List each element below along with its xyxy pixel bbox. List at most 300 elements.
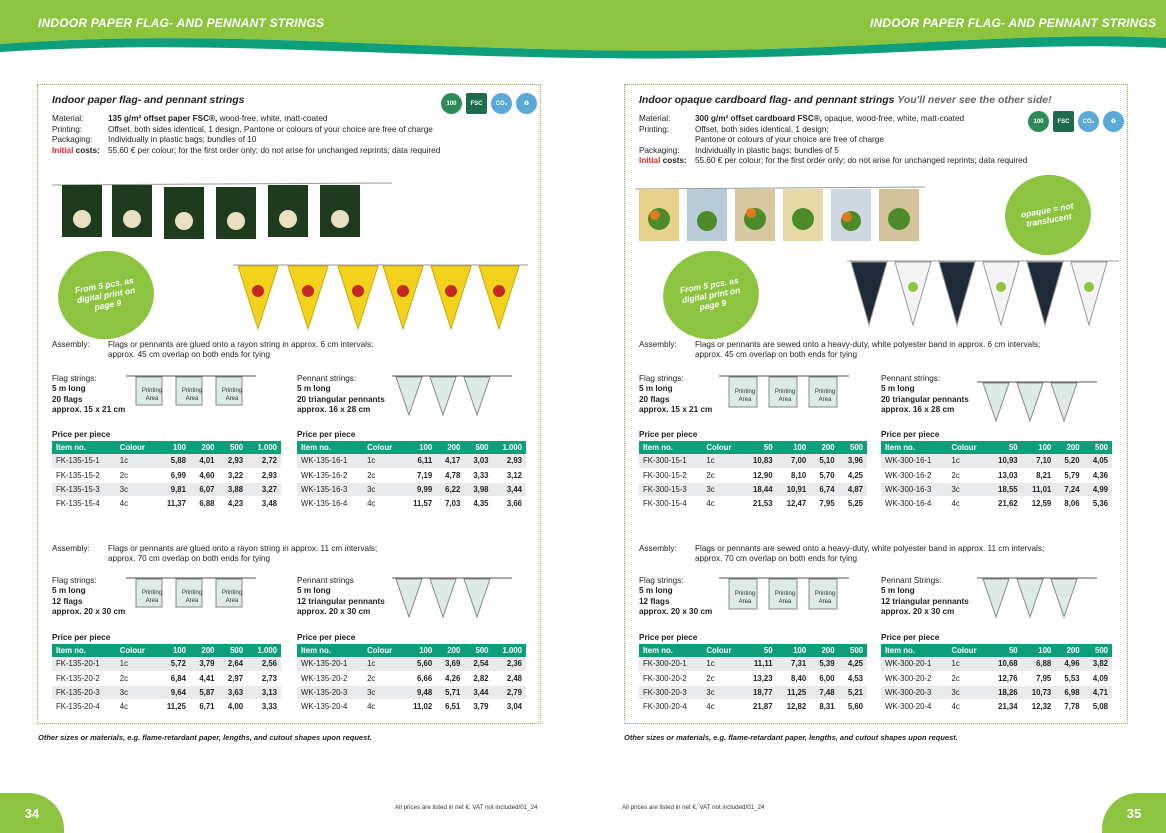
table-cell: 9,99 xyxy=(403,482,436,496)
column-header: 100 xyxy=(777,644,811,657)
page-number-right: 35 xyxy=(1102,793,1166,833)
table-cell: 3c xyxy=(947,482,988,496)
table-cell: 11,25 xyxy=(157,699,190,713)
table-row xyxy=(639,671,867,685)
co2-icon: CO₂ xyxy=(491,93,512,114)
right-price-table-4 xyxy=(881,644,1112,714)
page-number-left: 34 xyxy=(0,793,64,833)
right-pennant-strings-1: Pennant strings: 5 m long 20 triangular pennants approx. 16 x 28 cm xyxy=(881,374,969,415)
table-cell: 6,88 xyxy=(1022,657,1056,671)
table-cell: 2c xyxy=(702,468,743,482)
table-cell: 11,11 xyxy=(743,657,777,671)
table-cell: 3,03 xyxy=(464,454,492,468)
column-header: 1.000 xyxy=(247,441,281,454)
left-specs: Material: 135 g/m² offset paper FSC®, wood-free, white, matt-coated Printing: Offset, both sides identical, 1 design, Pantone or colours of your choice are free of charge Packaging: Individually in plastic bags; bundles of 10 Initial costs: 55.60 € per colour; for the first order only; do not arise for unchanged reprints; data required xyxy=(52,114,441,155)
table-cell: 12,32 xyxy=(1022,699,1056,713)
column-header: 50 xyxy=(743,644,777,657)
table-row xyxy=(881,496,1112,510)
left-price-table-3 xyxy=(52,644,281,714)
column-header: Item no. xyxy=(639,644,702,657)
column-header: Item no. xyxy=(881,441,947,454)
table-cell: 11,01 xyxy=(1022,482,1056,496)
footer-note-right: All prices are listed in net €; VAT not included/01_24 xyxy=(622,804,765,811)
table-cell: 1c xyxy=(116,454,157,468)
table-cell: 6,71 xyxy=(190,699,219,713)
column-header: Colour xyxy=(702,441,743,454)
table-cell: 5,60 xyxy=(839,699,867,713)
column-header: 500 xyxy=(839,644,867,657)
table-cell: 3,33 xyxy=(247,699,281,713)
table-cell: 3,88 xyxy=(219,482,248,496)
table-cell: 2c xyxy=(116,468,157,482)
column-header: 100 xyxy=(403,644,436,657)
table-cell: 7,31 xyxy=(777,657,811,671)
table-cell: 4,41 xyxy=(190,671,219,685)
table-cell: 7,95 xyxy=(810,496,838,510)
table-cell: 6,00 xyxy=(810,671,838,685)
table-cell: 8,31 xyxy=(810,699,838,713)
right-flag-strings-2: Flag strings: 5 m long 12 flags approx. 20 x 30 cm xyxy=(639,576,713,617)
table-cell: 18,77 xyxy=(743,685,777,699)
table-cell: FK-135-15-4 xyxy=(52,496,116,510)
table-cell: 3,27 xyxy=(247,482,281,496)
table-cell: 1c xyxy=(363,454,403,468)
table-cell: 7,00 xyxy=(777,454,811,468)
table-cell: 2,93 xyxy=(247,468,281,482)
column-header: 100 xyxy=(1022,441,1056,454)
column-header: 50 xyxy=(988,644,1022,657)
right-pennant-diagram-1 xyxy=(977,381,1097,425)
table-cell: 3,96 xyxy=(839,454,867,468)
table-row xyxy=(639,685,867,699)
table-cell: 2,48 xyxy=(493,671,526,685)
table-cell: WK-135-16-1 xyxy=(297,454,363,468)
table-cell: 4,05 xyxy=(1084,454,1112,468)
table-cell: 5,60 xyxy=(403,657,436,671)
table-cell: 7,78 xyxy=(1055,699,1083,713)
table-cell: 2,54 xyxy=(464,657,492,671)
table-cell: 8,21 xyxy=(1022,468,1056,482)
table-cell: FK-135-20-4 xyxy=(52,699,116,713)
header-wave xyxy=(0,0,1166,70)
table-cell: 10,91 xyxy=(777,482,811,496)
table-cell: 4c xyxy=(702,496,743,510)
right-digital-print-bubble: From 5 pcs. as digital print on page 9 xyxy=(656,243,766,346)
table-cell: 3,13 xyxy=(247,685,281,699)
table-cell: 3c xyxy=(702,482,743,496)
table-cell: 4c xyxy=(116,496,157,510)
left-assembly-1: Assembly: Flags or pennants are glued onto a rayon string in approx. 6 cm intervals; approx. 45 cm overlap on both ends for tying xyxy=(52,340,374,360)
table-cell: 3,66 xyxy=(493,496,526,510)
table-cell: 4c xyxy=(363,699,403,713)
right-specs: Material: 300 g/m² offset cardboard FSC®, opaque, wood-free, white, matt-coated Printing: Offset, both sides identical, 1 design; Pantone or colours of your choice are free of charge Packaging: Individually in plastic bags; bundles of 5 Initial costs: 55.60 € per colour; for the first order only; do not arise for unchanged reprints; data required xyxy=(639,114,1028,166)
table-cell: WK-135-16-4 xyxy=(297,496,363,510)
column-header: 200 xyxy=(1055,644,1083,657)
table-cell: FK-135-20-3 xyxy=(52,685,116,699)
table-cell: WK-135-16-3 xyxy=(297,482,363,496)
table-cell: 4,71 xyxy=(1084,685,1112,699)
column-header: 50 xyxy=(988,441,1022,454)
table-cell: 4,09 xyxy=(1084,671,1112,685)
table-row xyxy=(881,657,1112,671)
table-cell: 3,98 xyxy=(464,482,492,496)
left-panel: Indoor paper flag- and pennant strings 100 FSC CO₂ ♻ Material: 135 g/m² offset paper FSC®, wood-free, white, matt-coated Printing: Offset, both sides identical, 1 design, Pantone or colours of your choice are free of charge Packaging: Individually in plastic bags; bundles of 10 Initial costs: 55.60 € per colour; for the first order only; do not arise for unchanged reprints; data required From 5 pcs. as digital print on page 9 Assembly: Flags or pennants are glued onto a rayon string in approx. 6 cm intervals; approx. 45 cm overlap on both ends for tying Flag strings: 5 m long 20 flags approx. 15 x 21 cm Printing Area Printing Area Printing Area Pennant strings: 5 m long 20 triangular pennants approx. 16 x 28 cm Price per piece Item no. Colour 100 200 500 1.000 FK-135-15-1 1c 5,88 4,01 2,93 2,72 FK-135-15-2 2c 6,99 4,60 3,22 2,93 FK-135-15-3 3c 9,81 6,07 3,88 3,27 FK-135-15-4 4c 11,37 6,88 4,23 3,48 Price per piece Item no. Colour 100 200 500 1.000 WK-135-16-1 1c 6,11 4,17 3,03 2,93 WK-135-16-2 2c 7,19 4,78 3,33 3,12 WK-135-16-3 3c 9,99 6,22 3,98 3,44 WK-135-16-4 4c 11,57 7,03 4,35 3,66 Assembly: Flags or pennants are glued onto a rayon string in approx. 11 cm intervals; approx. 70 cm overlap on both ends for tying Flag strings: 5 m long 12 flags approx. 20 x 30 cm Printing Area Printing Area Printing Area Pennant strings 5 m long 12 triangular pennants approx. 20 x 30 cm Price per piece Item no. Colour 100 200 500 1.000 FK-135-20-1 1c 5,72 3,79 2,64 2,56 FK-135-20-2 2c 6,84 4,41 2,97 2,73 FK-135-20-3 3c 9,64 5,87 3,63 3,13 FK-135-20-4 4c 11,25 6,71 4,00 3,33 Price per piece Item no. Colour 100 200 500 1.000 WK-135-20-1 1c 5,60 3,69 2,54 2,36 WK-135-20-2 2c 6,66 4,26 2,82 2,48 WK-135-20-3 3c 9,48 5,71 3,44 2,79 WK-135-20-4 4c 11,02 6,51 3,79 3,04 xyxy=(37,84,541,724)
table-row xyxy=(881,482,1112,496)
left-pennant-diagram-1 xyxy=(392,375,512,419)
column-header: 200 xyxy=(190,644,219,657)
table-row xyxy=(639,699,867,713)
table-cell: 6,84 xyxy=(157,671,190,685)
table-cell: FK-300-20-1 xyxy=(639,657,702,671)
table-cell: 5,88 xyxy=(157,454,190,468)
column-header: 200 xyxy=(1055,441,1083,454)
table-cell: 6,99 xyxy=(157,468,190,482)
column-header: 200 xyxy=(436,441,464,454)
table-cell: 5,53 xyxy=(1055,671,1083,685)
table-row xyxy=(297,454,526,468)
right-price-label-4: Price per piece xyxy=(881,633,940,642)
table-cell: 18,55 xyxy=(988,482,1022,496)
table-cell: 11,37 xyxy=(157,496,190,510)
table-cell: 4,25 xyxy=(839,657,867,671)
table-cell: WK-300-20-1 xyxy=(881,657,947,671)
column-header: 200 xyxy=(436,644,464,657)
table-cell: 8,10 xyxy=(777,468,811,482)
table-row xyxy=(52,454,281,468)
table-cell: 3,79 xyxy=(464,699,492,713)
column-header: Item no. xyxy=(297,644,363,657)
table-cell: WK-300-20-4 xyxy=(881,699,947,713)
table-cell: 12,90 xyxy=(743,468,777,482)
table-cell: 3,12 xyxy=(493,468,526,482)
table-cell: 7,24 xyxy=(1055,482,1083,496)
table-cell: 18,44 xyxy=(743,482,777,496)
left-panel-title: Indoor paper flag- and pennant strings xyxy=(52,94,245,106)
table-row xyxy=(297,482,526,496)
table-row xyxy=(52,699,281,713)
table-cell: 4,25 xyxy=(839,468,867,482)
table-cell: 4,53 xyxy=(839,671,867,685)
left-flag-string-image xyxy=(52,177,392,247)
table-cell: 7,03 xyxy=(436,496,464,510)
column-header: Colour xyxy=(947,644,988,657)
table-cell: 3,82 xyxy=(1084,657,1112,671)
table-cell: 6,51 xyxy=(436,699,464,713)
right-flag-string-image xyxy=(635,183,925,245)
table-row xyxy=(52,482,281,496)
table-row xyxy=(639,496,867,510)
header-title-right: INDOOR PAPER FLAG- AND PENNANT STRINGS xyxy=(870,16,1157,30)
table-cell: 13,03 xyxy=(988,468,1022,482)
table-cell: WK-300-16-1 xyxy=(881,454,947,468)
table-cell: FK-300-15-1 xyxy=(639,454,702,468)
table-cell: 3,22 xyxy=(219,468,248,482)
right-price-table-3 xyxy=(639,644,867,714)
table-cell: 2,64 xyxy=(219,657,248,671)
right-panel: Indoor opaque cardboard flag- and pennant strings You'll never see the other side! 100 FSC CO₂ ♻ Material: 300 g/m² offset cardboard FSC®, opaque, wood-free, white, matt-coated Printing: Offset, both sides identical, 1 design; Pantone or colours of your choice are free of charge Packaging: Individually in plastic bags; bundles of 5 Initial costs: 55.60 € per colour; for the first order only; do not arise for unchanged reprints; data required opaque = not translucent From 5 pcs. as digital print on page 9 Assembly: Flags or pennants are sewed onto a heavy-duty, white polyester band in approx. 6 cm intervals; approx. 45 cm overlap on both ends for tying Flag strings: 5 m long 20 flags approx. 15 x 21 cm Printing Area Printing Area Printing Area Pennant strings: 5 m long 20 triangular pennants approx. 16 x 28 cm Price per piece Item no. Colour 50 100 200 500 FK-300-15-1 1c 10,83 7,00 5,10 3,96 FK-300-15-2 2c 12,90 8,10 5,70 4,25 FK-300-15-3 3c 18,44 10,91 6,74 4,87 FK-300-15-4 4c 21,53 12,47 7,95 5,25 Price per piece Item no. Colour 50 100 200 500 WK-300-16-1 1c 10,93 7,10 5,20 4,05 WK-300-16-2 2c 13,03 8,21 5,79 4,36 WK-300-16-3 3c 18,55 11,01 7,24 4,99 WK-300-16-4 4c 21,62 12,59 8,06 5,36 Assembly: Flags or pennants are sewed onto a heavy-duty, white polyester band in approx. 11 cm intervals; approx. 70 cm overlap on both ends for tying Flag strings: 5 m long 12 flags approx. 20 x 30 cm Printing Area Printing Area Printing Area Pennant Strings: 5 m long 12 triangular pennants approx. 20 x 30 cm Price per piece Item no. Colour 50 100 200 500 FK-300-20-1 1c 11,11 7,31 5,39 4,25 FK-300-20-2 2c 13,23 8,40 6,00 4,53 FK-300-20-3 3c 18,77 11,25 7,48 5,21 FK-300-20-4 4c 21,87 12,82 8,31 5,60 Price per piece Item no. Colour 50 100 200 500 WK-300-20-1 1c 10,68 6,88 4,96 3,82 WK-300-20-2 2c 12,76 7,95 5,53 4,09 WK-300-20-3 3c 18,26 10,73 6,98 4,71 WK-300-20-4 4c 21,34 12,32 7,78 5,08 xyxy=(624,84,1128,724)
table-row xyxy=(297,657,526,671)
table-cell: 1c xyxy=(363,657,403,671)
table-cell: 6,07 xyxy=(190,482,219,496)
table-cell: 4,60 xyxy=(190,468,219,482)
table-cell: 3c xyxy=(947,685,988,699)
table-cell: 3,44 xyxy=(464,685,492,699)
left-assembly-2: Assembly: Flags or pennants are glued onto a rayon string in approx. 11 cm intervals; approx. 70 cm overlap on both ends for tying xyxy=(52,544,378,564)
right-price-label-1: Price per piece xyxy=(639,430,698,439)
table-cell: 4c xyxy=(947,496,988,510)
table-cell: WK-300-16-4 xyxy=(881,496,947,510)
left-price-table-4 xyxy=(297,644,526,714)
fsc-100-icon: 100 xyxy=(1028,111,1049,132)
table-cell: 21,62 xyxy=(988,496,1022,510)
table-cell: 7,48 xyxy=(810,685,838,699)
table-cell: 1c xyxy=(116,657,157,671)
column-header: 50 xyxy=(743,441,777,454)
right-flag-strings-1: Flag strings: 5 m long 20 flags approx. 15 x 21 cm xyxy=(639,374,713,415)
table-cell: FK-135-20-1 xyxy=(52,657,116,671)
table-cell: 3,63 xyxy=(219,685,248,699)
right-pennant-diagram-2 xyxy=(977,577,1097,621)
table-row xyxy=(881,685,1112,699)
table-cell: 5,10 xyxy=(810,454,838,468)
table-cell: 4,01 xyxy=(190,454,219,468)
table-cell: WK-300-20-3 xyxy=(881,685,947,699)
table-cell: 4,36 xyxy=(1084,468,1112,482)
table-cell: 2c xyxy=(363,468,403,482)
table-cell: 7,95 xyxy=(1022,671,1056,685)
table-cell: 4,78 xyxy=(436,468,464,482)
table-cell: 10,83 xyxy=(743,454,777,468)
table-cell: 9,81 xyxy=(157,482,190,496)
table-cell: 12,47 xyxy=(777,496,811,510)
fsc-100-icon: 100 xyxy=(441,93,462,114)
table-row xyxy=(639,482,867,496)
table-row xyxy=(639,468,867,482)
table-cell: WK-135-20-3 xyxy=(297,685,363,699)
table-cell: 6,22 xyxy=(436,482,464,496)
table-cell: 21,87 xyxy=(743,699,777,713)
table-cell: 4,00 xyxy=(219,699,248,713)
right-price-label-2: Price per piece xyxy=(881,430,940,439)
table-cell: 4c xyxy=(947,699,988,713)
table-cell: 5,08 xyxy=(1084,699,1112,713)
table-cell: WK-135-16-2 xyxy=(297,468,363,482)
column-header: Colour xyxy=(702,644,743,657)
table-row xyxy=(297,671,526,685)
table-cell: 2c xyxy=(947,468,988,482)
left-price-label-3: Price per piece xyxy=(52,633,111,642)
left-price-table-1 xyxy=(52,441,281,511)
table-cell: WK-300-20-2 xyxy=(881,671,947,685)
table-row xyxy=(297,699,526,713)
left-icons xyxy=(441,93,537,114)
table-cell: 5,39 xyxy=(810,657,838,671)
table-cell: 5,71 xyxy=(436,685,464,699)
column-header: 1.000 xyxy=(493,644,526,657)
table-cell: 8,40 xyxy=(777,671,811,685)
left-pennant-strings-1: Pennant strings: 5 m long 20 triangular pennants approx. 16 x 28 cm xyxy=(297,374,385,415)
column-header: 500 xyxy=(839,441,867,454)
table-cell: 2,93 xyxy=(493,454,526,468)
table-cell: 2,56 xyxy=(247,657,281,671)
fsc-logo-icon: FSC xyxy=(1053,111,1074,132)
table-cell: 4,26 xyxy=(436,671,464,685)
table-row xyxy=(52,685,281,699)
footer-note-left: All prices are listed in net €; VAT not included/01_24 xyxy=(395,804,538,811)
right-pennant-strings-2: Pennant Strings: 5 m long 12 triangular pennants approx. 20 x 30 cm xyxy=(881,576,969,617)
table-cell: 2,79 xyxy=(493,685,526,699)
table-cell: 3c xyxy=(363,685,403,699)
table-cell: 11,25 xyxy=(777,685,811,699)
table-cell: 5,25 xyxy=(839,496,867,510)
table-cell: 2c xyxy=(702,671,743,685)
column-header: 500 xyxy=(464,441,492,454)
table-cell: 3,04 xyxy=(493,699,526,713)
table-cell: 2,82 xyxy=(464,671,492,685)
table-row xyxy=(52,671,281,685)
column-header: Item no. xyxy=(297,441,363,454)
table-cell: 4c xyxy=(116,699,157,713)
table-cell: 2c xyxy=(947,671,988,685)
column-header: 200 xyxy=(190,441,219,454)
column-header: Colour xyxy=(116,644,157,657)
table-cell: 2,97 xyxy=(219,671,248,685)
right-pennant-string-image xyxy=(847,257,1119,329)
table-row xyxy=(52,468,281,482)
table-row xyxy=(639,454,867,468)
column-header: Item no. xyxy=(52,441,116,454)
fsc-logo-icon: FSC xyxy=(466,93,487,114)
table-cell: 5,20 xyxy=(1055,454,1083,468)
recyclable-icon: ♻ xyxy=(516,93,537,114)
table-cell: 2,36 xyxy=(493,657,526,671)
opaque-bubble: opaque = not translucent xyxy=(999,168,1098,262)
table-cell: 3,79 xyxy=(190,657,219,671)
column-header: 500 xyxy=(1084,441,1112,454)
table-cell: 3,44 xyxy=(493,482,526,496)
table-row xyxy=(52,496,281,510)
column-header: Colour xyxy=(363,644,403,657)
column-header: 100 xyxy=(777,441,811,454)
table-cell: 6,74 xyxy=(810,482,838,496)
table-cell: 21,34 xyxy=(988,699,1022,713)
recyclable-icon: ♻ xyxy=(1103,111,1124,132)
table-cell: 7,10 xyxy=(1022,454,1056,468)
left-footnote: Other sizes or materials, e.g. flame-retardant paper, lengths, and cutout shapes upon request. xyxy=(38,733,372,742)
co2-icon: CO₂ xyxy=(1078,111,1099,132)
right-price-table-1 xyxy=(639,441,867,511)
table-cell: 5,36 xyxy=(1084,496,1112,510)
table-cell: 3c xyxy=(702,685,743,699)
table-cell: FK-135-15-3 xyxy=(52,482,116,496)
table-cell: 3,69 xyxy=(436,657,464,671)
table-cell: 2c xyxy=(116,671,157,685)
header-title-left: INDOOR PAPER FLAG- AND PENNANT STRINGS xyxy=(38,16,325,30)
column-header: Colour xyxy=(116,441,157,454)
right-icons xyxy=(1028,111,1124,132)
table-cell: 12,76 xyxy=(988,671,1022,685)
column-header: 1.000 xyxy=(247,644,281,657)
right-assembly-2: Assembly: Flags or pennants are sewed onto a heavy-duty, white polyester band in approx. 11 cm intervals; approx. 70 cm overlap on both ends for tying xyxy=(639,544,1045,564)
left-price-label-2: Price per piece xyxy=(297,430,356,439)
right-price-table-2 xyxy=(881,441,1112,511)
table-cell: 6,98 xyxy=(1055,685,1083,699)
table-cell: FK-135-15-2 xyxy=(52,468,116,482)
column-header: 100 xyxy=(1022,644,1056,657)
table-cell: 6,88 xyxy=(190,496,219,510)
table-cell: 3,48 xyxy=(247,496,281,510)
table-cell: 6,66 xyxy=(403,671,436,685)
table-cell: 5,72 xyxy=(157,657,190,671)
table-cell: 10,68 xyxy=(988,657,1022,671)
table-cell: 2,73 xyxy=(247,671,281,685)
left-flag-strings-1: Flag strings: 5 m long 20 flags approx. 15 x 21 cm xyxy=(52,374,126,415)
table-cell: 11,57 xyxy=(403,496,436,510)
left-digital-print-bubble: From 5 pcs. as digital print on page 9 xyxy=(51,243,161,346)
table-cell: 5,21 xyxy=(839,685,867,699)
left-pennant-string-image xyxy=(233,261,528,333)
column-header: Colour xyxy=(947,441,988,454)
table-cell: 4,23 xyxy=(219,496,248,510)
column-header: 100 xyxy=(157,644,190,657)
table-cell: 4,17 xyxy=(436,454,464,468)
column-header: 100 xyxy=(403,441,436,454)
column-header: Item no. xyxy=(639,441,702,454)
table-row xyxy=(297,468,526,482)
table-cell: 9,64 xyxy=(157,685,190,699)
table-cell: FK-135-20-2 xyxy=(52,671,116,685)
table-cell: WK-135-20-2 xyxy=(297,671,363,685)
table-cell: FK-300-15-3 xyxy=(639,482,702,496)
table-cell: WK-300-16-2 xyxy=(881,468,947,482)
table-cell: FK-135-15-1 xyxy=(52,454,116,468)
right-assembly-1: Assembly: Flags or pennants are sewed onto a heavy-duty, white polyester band in approx. 6 cm intervals; approx. 45 cm overlap on both ends for tying xyxy=(639,340,1041,360)
table-cell: FK-300-15-4 xyxy=(639,496,702,510)
table-cell: 7,19 xyxy=(403,468,436,482)
table-cell: 4,99 xyxy=(1084,482,1112,496)
table-cell: 1c xyxy=(702,454,743,468)
table-cell: WK-300-16-3 xyxy=(881,482,947,496)
table-cell: 4,35 xyxy=(464,496,492,510)
left-flag-strings-2: Flag strings: 5 m long 12 flags approx. 20 x 30 cm xyxy=(52,576,126,617)
table-cell: 5,79 xyxy=(1055,468,1083,482)
table-cell: FK-300-15-2 xyxy=(639,468,702,482)
column-header: 500 xyxy=(219,644,248,657)
table-cell: 21,53 xyxy=(743,496,777,510)
left-price-label-1: Price per piece xyxy=(52,430,111,439)
table-cell: 1c xyxy=(702,657,743,671)
table-row xyxy=(297,685,526,699)
column-header: 500 xyxy=(219,441,248,454)
column-header: 500 xyxy=(1084,644,1112,657)
table-cell: 10,73 xyxy=(1022,685,1056,699)
column-header: 200 xyxy=(810,441,838,454)
table-cell: FK-300-20-2 xyxy=(639,671,702,685)
column-header: 200 xyxy=(810,644,838,657)
table-cell: 11,02 xyxy=(403,699,436,713)
table-cell: 4,96 xyxy=(1055,657,1083,671)
table-cell: 12,82 xyxy=(777,699,811,713)
table-cell: FK-300-20-4 xyxy=(639,699,702,713)
table-cell: 2c xyxy=(363,671,403,685)
table-cell: 3c xyxy=(116,482,157,496)
left-price-table-2 xyxy=(297,441,526,511)
table-row xyxy=(52,657,281,671)
right-panel-title: Indoor opaque cardboard flag- and pennant strings You'll never see the other side! xyxy=(639,94,1052,106)
table-cell: 3c xyxy=(363,482,403,496)
table-row xyxy=(881,468,1112,482)
table-cell: 4c xyxy=(702,699,743,713)
